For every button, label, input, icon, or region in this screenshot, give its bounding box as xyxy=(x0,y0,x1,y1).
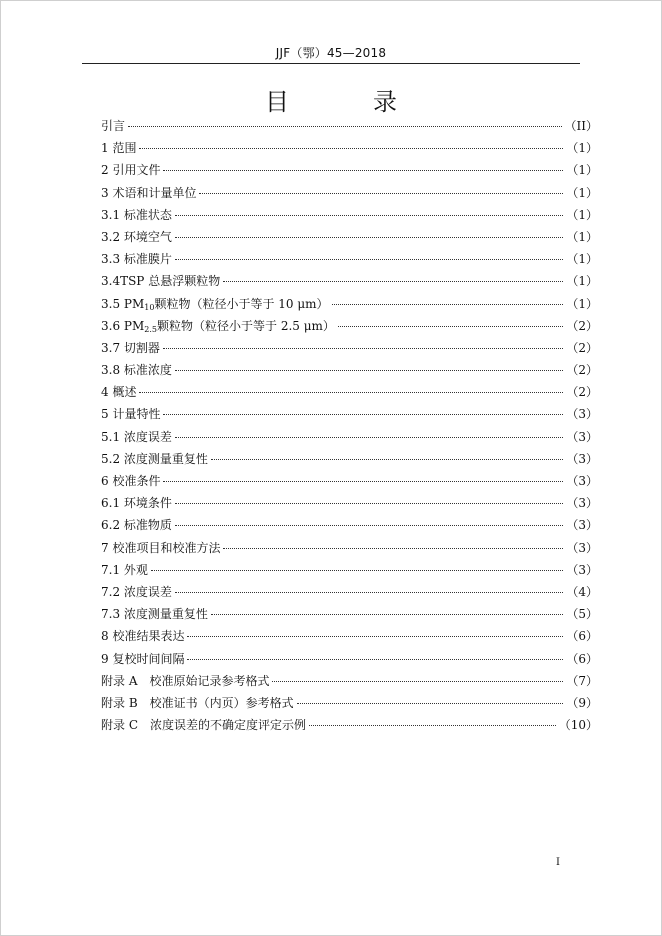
toc-entry-page: （3） xyxy=(566,562,598,577)
page-title: 目 录 xyxy=(265,88,427,116)
toc-entry[interactable] xyxy=(101,383,598,405)
toc-dot-leader xyxy=(163,170,563,171)
toc-entry-label-subscript: 2.5 xyxy=(144,324,157,334)
toc-entry-page: （3） xyxy=(566,496,598,511)
toc-entry-label xyxy=(101,295,329,312)
toc-entry-label: 2 引用文件 xyxy=(101,163,161,178)
toc-entry-page: （2） xyxy=(566,340,598,355)
toc-entry-page: （1） xyxy=(566,185,598,200)
toc-entry-label-prefix: 3.6 PM xyxy=(101,318,145,333)
toc-entry[interactable] xyxy=(101,317,598,339)
toc-entry[interactable] xyxy=(101,583,598,605)
toc-entry[interactable] xyxy=(101,561,598,583)
toc-entry[interactable] xyxy=(101,650,598,672)
toc-dot-leader xyxy=(163,481,563,482)
toc-entry-label-subscript: 10 xyxy=(144,302,155,312)
toc-dot-leader xyxy=(297,703,564,704)
toc-dot-leader xyxy=(338,326,563,327)
toc-entry[interactable] xyxy=(101,272,598,294)
table-of-contents xyxy=(101,117,598,738)
toc-entry-label: 6.2 标准物质 xyxy=(101,518,172,533)
toc-entry[interactable] xyxy=(101,450,598,472)
toc-entry-page: （1） xyxy=(566,163,598,178)
toc-entry[interactable] xyxy=(101,361,598,383)
toc-entry-page: （II） xyxy=(564,119,598,133)
toc-entry[interactable] xyxy=(101,139,598,161)
toc-dot-leader xyxy=(175,259,563,260)
toc-dot-leader xyxy=(223,281,563,282)
toc-entry-page: （4） xyxy=(566,584,598,599)
toc-dot-leader xyxy=(175,215,563,216)
toc-entry[interactable] xyxy=(101,539,598,561)
toc-entry-label: 7 校准项目和校准方法 xyxy=(101,540,221,555)
toc-dot-leader xyxy=(199,193,563,194)
page-number: I xyxy=(556,857,560,868)
toc-entry-label: 5.2 浓度测量重复性 xyxy=(101,451,208,466)
toc-dot-leader xyxy=(187,659,563,660)
toc-dot-leader xyxy=(175,592,563,593)
toc-entry-label: 7.2 浓度误差 xyxy=(101,584,172,599)
toc-entry-page: （3） xyxy=(566,451,598,466)
toc-entry-page: （1） xyxy=(566,296,598,311)
toc-entry-page: （9） xyxy=(566,695,598,710)
toc-entry[interactable] xyxy=(101,161,598,183)
toc-entry[interactable] xyxy=(101,694,598,716)
toc-entry-label: 7.3 浓度测量重复性 xyxy=(101,607,208,622)
toc-entry-page: （2） xyxy=(566,363,598,378)
toc-dot-leader xyxy=(163,348,563,349)
toc-entry-label-suffix: 颗粒物（粒径小于等于 10 μm） xyxy=(154,296,329,311)
toc-dot-leader xyxy=(309,725,556,726)
document-code-header: JJF（鄂）45—2018 xyxy=(275,46,387,60)
toc-entry-page: （2） xyxy=(566,318,598,333)
toc-entry[interactable] xyxy=(101,627,598,649)
toc-entry-page: （3） xyxy=(566,518,598,533)
toc-entry-label-suffix: 颗粒物（粒径小于等于 2.5 μm） xyxy=(157,318,335,333)
toc-entry[interactable] xyxy=(101,516,598,538)
toc-entry[interactable] xyxy=(101,472,598,494)
toc-entry[interactable] xyxy=(101,716,598,738)
toc-entry[interactable] xyxy=(101,494,598,516)
toc-entry-label: 3.1 标准状态 xyxy=(101,207,172,222)
toc-entry[interactable] xyxy=(101,250,598,272)
toc-entry-label: 3.2 环境空气 xyxy=(101,229,172,244)
toc-entry[interactable] xyxy=(101,672,598,694)
toc-entry-page: （5） xyxy=(566,607,598,622)
toc-entry-page: （1） xyxy=(566,274,598,289)
toc-dot-leader xyxy=(211,459,563,460)
toc-entry-label xyxy=(101,317,335,334)
toc-entry[interactable] xyxy=(101,228,598,250)
toc-entry[interactable] xyxy=(101,339,598,361)
toc-entry[interactable] xyxy=(101,206,598,228)
toc-entry-label: 9 复校时间间隔 xyxy=(101,651,185,666)
toc-entry-label-prefix: 3.5 PM xyxy=(101,296,145,311)
toc-dot-leader xyxy=(175,525,563,526)
toc-dot-leader xyxy=(272,681,563,682)
toc-dot-leader xyxy=(223,548,563,549)
toc-entry-label: 附录 A 校准原始记录参考格式 xyxy=(101,673,270,688)
toc-entry[interactable] xyxy=(101,295,598,317)
toc-entry-page: （6） xyxy=(566,629,598,644)
toc-entry-label: 3.4TSP 总悬浮颗粒物 xyxy=(101,274,221,289)
header-divider xyxy=(82,63,580,64)
toc-entry-page: （3） xyxy=(566,429,598,444)
toc-entry-label: 8 校准结果表达 xyxy=(101,629,185,644)
toc-dot-leader xyxy=(175,503,563,504)
toc-entry-page: （6） xyxy=(566,651,598,666)
toc-entry-page: （1） xyxy=(566,141,598,156)
toc-dot-leader xyxy=(175,437,563,438)
toc-entry-label: 6 校准条件 xyxy=(101,474,161,488)
toc-entry-label: 附录 B 校准证书（内页）参考格式 xyxy=(101,695,294,710)
toc-dot-leader xyxy=(187,636,563,637)
toc-entry-label: 引言 xyxy=(101,119,126,133)
toc-entry-page: （1） xyxy=(566,229,598,244)
toc-entry-page: （3） xyxy=(566,474,598,488)
toc-entry-label: 附录 C 浓度误差的不确定度评定示例 xyxy=(101,718,306,733)
toc-dot-leader xyxy=(163,414,563,415)
toc-entry[interactable] xyxy=(101,405,598,427)
toc-entry-label: 1 范围 xyxy=(101,141,137,156)
toc-dot-leader xyxy=(211,614,563,615)
toc-entry-page: （3） xyxy=(566,407,598,422)
toc-entry[interactable] xyxy=(101,605,598,627)
toc-entry-label: 3.3 标准膜片 xyxy=(101,252,172,267)
toc-entry-page: （3） xyxy=(566,540,598,555)
toc-dot-leader xyxy=(332,304,564,305)
toc-entry-label: 5.1 浓度误差 xyxy=(101,429,172,444)
toc-entry-label: 3.7 切割器 xyxy=(101,340,160,355)
toc-entry-label: 4 概述 xyxy=(101,385,137,400)
toc-dot-leader xyxy=(175,237,563,238)
toc-entry[interactable] xyxy=(101,117,598,139)
toc-dot-leader xyxy=(151,570,563,571)
toc-dot-leader xyxy=(139,148,563,149)
toc-entry-page: （7） xyxy=(566,673,598,688)
toc-entry-label: 7.1 外观 xyxy=(101,562,148,577)
toc-entry-page: （10） xyxy=(558,718,598,733)
toc-entry[interactable] xyxy=(101,428,598,450)
toc-entry-label: 3 术语和计量单位 xyxy=(101,185,197,200)
toc-entry-label: 6.1 环境条件 xyxy=(101,496,172,511)
toc-dot-leader xyxy=(175,370,563,371)
toc-entry-page: （2） xyxy=(566,385,598,400)
toc-dot-leader xyxy=(139,392,563,393)
toc-entry-page: （1） xyxy=(566,207,598,222)
toc-entry[interactable] xyxy=(101,184,598,206)
toc-entry-page: （1） xyxy=(566,252,598,267)
toc-dot-leader xyxy=(128,126,562,127)
toc-entry-label: 5 计量特性 xyxy=(101,407,161,422)
toc-entry-label: 3.8 标准浓度 xyxy=(101,363,172,378)
